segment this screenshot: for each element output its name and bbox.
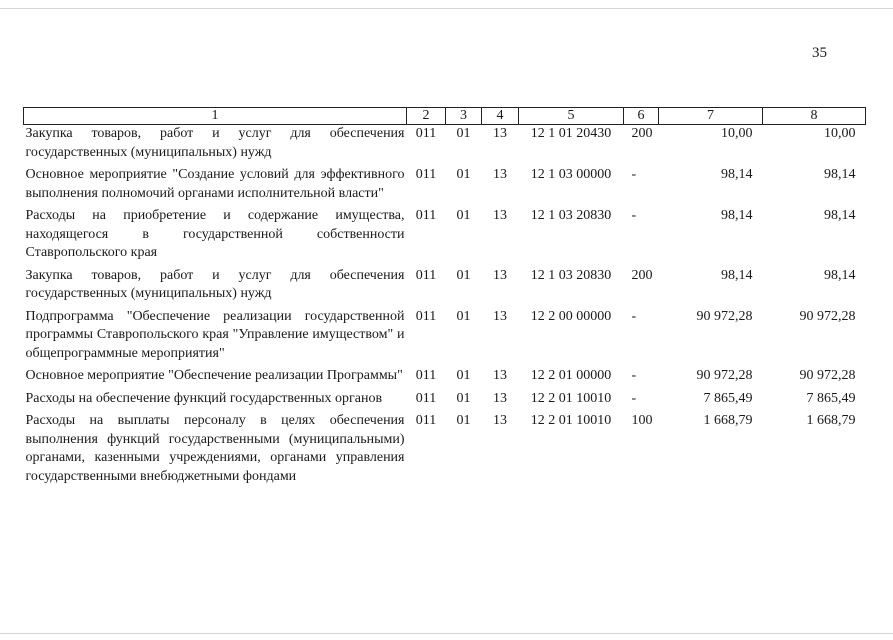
cell-subsection: 13 [493, 267, 507, 283]
cell-section: 01 [456, 413, 471, 428]
header-col-7: 7 [659, 108, 763, 125]
scan-edge-top [0, 8, 893, 9]
cell-section: 01 [456, 308, 471, 324]
cell-subsection: 13 [493, 308, 507, 324]
table-row [24, 367, 866, 390]
row-name: Расходы на обеспечение функций государственных органов [25, 390, 383, 406]
cell-ministry: 011 [415, 368, 437, 383]
cell-amount-7: 98,14 [721, 267, 753, 283]
cell-ministry: 011 [415, 126, 437, 141]
table-row [24, 267, 866, 308]
row-name: Подпрограмма "Обеспечение реализации государственной программы Ставропольского края "Управление имуществом" и общепрограммные мероприятия" [25, 308, 405, 361]
table-row [24, 166, 866, 207]
cell-amount-8: 98,14 [824, 208, 856, 223]
cell-target-article: 12 1 03 00000 [530, 167, 612, 182]
cell-amount-8: 10,00 [824, 126, 856, 141]
table-row [24, 412, 866, 490]
cell-target-article: 12 2 01 00000 [530, 368, 612, 383]
cell-ministry: 011 [415, 390, 437, 406]
header-col-6: 6 [624, 108, 659, 125]
table-row [24, 125, 866, 167]
cell-section: 01 [456, 390, 471, 406]
cell-amount-8: 98,14 [824, 267, 856, 283]
cell-amount-8: 98,14 [824, 167, 856, 182]
cell-expense-type: - [631, 368, 637, 383]
cell-target-article: 12 1 03 20830 [530, 267, 612, 283]
row-name: Закупка товаров, работ и услуг для обеспечения государственных (муниципальных) нужд [25, 267, 405, 301]
cell-amount-7: 7 865,49 [703, 390, 753, 406]
cell-target-article: 12 1 01 20430 [530, 126, 612, 141]
cell-section: 01 [456, 208, 471, 223]
cell-ministry: 011 [415, 167, 437, 182]
cell-section: 01 [456, 167, 471, 182]
row-name: Расходы на приобретение и содержание имущества, находящегося в государственной собственности Ставропольского края [25, 208, 405, 260]
scan-edge-bottom [0, 633, 893, 634]
cell-subsection: 13 [493, 126, 507, 141]
cell-ministry: 011 [415, 308, 437, 324]
cell-subsection: 13 [493, 167, 507, 182]
cell-expense-type: - [631, 208, 637, 223]
header-col-4: 4 [482, 108, 519, 125]
cell-target-article: 12 2 00 00000 [530, 308, 612, 324]
cell-section: 01 [456, 368, 471, 383]
header-col-1: 1 [24, 108, 407, 125]
budget-table [23, 107, 866, 490]
table-header-row [24, 108, 866, 125]
cell-ministry: 011 [415, 267, 437, 283]
cell-target-article: 12 2 01 10010 [530, 390, 612, 406]
cell-amount-7: 90 972,28 [696, 308, 753, 324]
cell-ministry: 011 [415, 413, 437, 428]
header-col-2: 2 [407, 108, 446, 125]
cell-amount-8: 7 865,49 [806, 390, 856, 406]
row-name: Закупка товаров, работ и услуг для обеспечения государственных (муниципальных) нужд [25, 126, 405, 160]
row-name: Основное мероприятие "Создание условий для эффективного выполнения полномочий органами исполнительной власти" [25, 167, 405, 201]
cell-subsection: 13 [493, 390, 507, 406]
cell-amount-7: 90 972,28 [696, 368, 753, 383]
cell-expense-type: - [631, 167, 637, 182]
row-name: Основное мероприятие "Обеспечение реализации Программы" [25, 368, 403, 383]
cell-target-article: 12 1 03 20830 [530, 208, 612, 223]
cell-expense-type: - [631, 308, 637, 324]
table-row [24, 207, 866, 267]
row-name: Расходы на выплаты персоналу в целях обеспечения выполнения функций государственными (муниципальными) органами, казенными учреждениями, органами управления государственными внебюджетными фондами [25, 413, 405, 484]
cell-amount-7: 98,14 [721, 208, 753, 223]
cell-amount-7: 1 668,79 [703, 413, 753, 428]
header-col-5: 5 [519, 108, 624, 125]
header-col-3: 3 [446, 108, 482, 125]
cell-amount-8: 90 972,28 [799, 308, 856, 324]
header-col-8: 8 [763, 108, 866, 125]
cell-expense-type: 200 [631, 126, 653, 141]
cell-expense-type: 200 [631, 267, 653, 283]
cell-subsection: 13 [493, 208, 507, 223]
table-row [24, 390, 866, 413]
cell-expense-type: - [631, 390, 637, 406]
cell-amount-8: 1 668,79 [806, 413, 856, 428]
cell-expense-type: 100 [631, 413, 653, 428]
cell-target-article: 12 2 01 10010 [530, 413, 612, 428]
table-row [24, 308, 866, 368]
cell-section: 01 [456, 126, 471, 141]
cell-ministry: 011 [415, 208, 437, 223]
cell-amount-7: 98,14 [721, 167, 753, 182]
cell-section: 01 [456, 267, 471, 283]
page-number: 35 [812, 45, 827, 61]
cell-subsection: 13 [493, 413, 507, 428]
cell-amount-7: 10,00 [721, 126, 753, 141]
cell-amount-8: 90 972,28 [799, 368, 856, 383]
cell-subsection: 13 [493, 368, 507, 383]
